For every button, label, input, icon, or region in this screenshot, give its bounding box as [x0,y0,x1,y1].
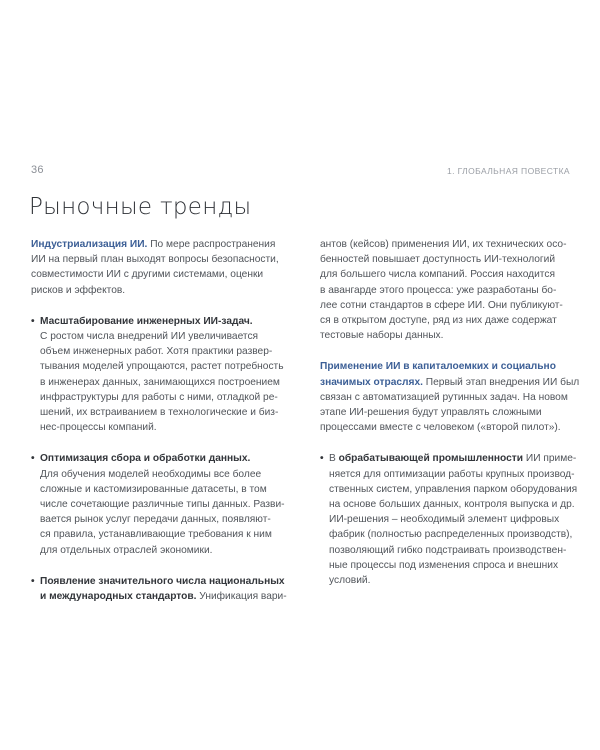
capital-line2-rest: Первый этап внедрения ИИ был [422,376,580,388]
bullet-manufacturing [320,451,578,588]
capital-line [320,375,580,390]
intro-paragraph [31,237,283,298]
right-column [320,237,580,588]
capital-lead: Применение ИИ в капиталоемких и социально [320,361,556,373]
capital-lead-cont: значимых отраслях. [320,376,423,388]
bullet-title: Масштабирование инженерных ИИ-задач. [40,315,253,327]
standards-continuation [320,237,572,343]
bullet-line2-rest: Унификация вари- [196,591,287,603]
section-label: 1. ГЛОБАЛЬНАЯ ПОВЕСТКА [446,166,570,176]
intro-line: ИИ на первый план выходят вопросы безопасности, [31,254,279,266]
bullet-line: ственных систем, управления парком оборудования [329,483,578,495]
bullet-line: позволяющий гибко подстраивать производствен- [329,544,567,556]
bullet-line: инфраструктуры для работы с ними, отладкой ре- [40,391,278,403]
bullet-line: Для обучения моделей необходимы все более [40,468,262,480]
bullet-line: объем инженерных работ. Хотя практики развер- [40,346,273,358]
bullet-line: тывания моделей упрощаются, растет потребность [40,361,284,373]
manufacturing-bold: обрабатывающей промышленности [338,453,524,465]
continuation-line: бенностей повышает доступность ИИ-технологий [320,254,556,266]
bullet-line: условий. [329,575,371,587]
capital-line: этапе ИИ-решения будут управлять сложными [320,407,542,419]
bullet-line: нес-процессы компаний. [40,422,157,434]
bullet-line: сложные и кастомизированные датасеты, в том [40,483,267,495]
bullet-line: на основе больших данных, контроля выпуска и др. [329,499,575,511]
continuation-line: антов (кейсов) применения ИИ, их технических осо- [320,239,567,250]
bullet-scaling [31,314,283,436]
bullet-line: для отдельных отраслей экономики. [40,544,213,556]
intro-line [31,237,283,252]
bullet-line: фабрик (полностью распределенных производств), [329,529,573,541]
bullet-marker: • [31,453,35,465]
page-title: Рыночные тренды [29,194,252,220]
bullet-marker: • [31,575,35,587]
bullet-line: вается рынок услуг передачи данных, появляют- [40,514,271,526]
capital-line: связан с автоматизацией рутинных задач. На новом [320,391,568,403]
intro-line1-rest: По мере распространения [147,239,276,250]
intro-lead: Индустриализация ИИ. [31,239,148,250]
bullet-line: С ростом числа внедрений ИИ увеличивается [40,331,259,343]
manufacturing-line1-rest: ИИ приме- [523,453,577,465]
bullet-line: ИИ-решения – необходимый элемент цифровых [329,514,560,526]
bullet-data-optimization [31,451,283,557]
bullet-line [40,589,287,604]
bullet-line: числе сочетающие различные типы данных. Разви- [40,499,285,511]
capital-line: процессами вместе с человеком («второй пилот»). [320,422,561,434]
bullet-line: ные процессы под изменения спроса и внешних [329,559,559,571]
intro-line: совместимости ИИ с другими системами, оценки [31,269,264,281]
capital-paragraph [320,359,580,435]
bullet-marker: • [31,315,35,327]
bullet-line: в инженерах данных, занимающихся построением [40,376,280,388]
bullet-marker: • [320,453,324,465]
continuation-line: лее сотни стандартов в сфере ИИ. Они публикуют- [320,299,563,311]
bullet-line: няется для оптимизации работы крупных производ- [329,468,575,480]
bullet-line: ся правила, устанавливающие требования к ним [40,529,272,541]
bullet-title: Появление значительного числа национальных [40,575,285,587]
manufacturing-prefix: В [329,453,339,465]
continuation-line: ся в открытом доступе, ряд из них даже содержат [320,315,557,327]
bullet-line [329,451,577,466]
page-number: 36 [31,164,44,176]
continuation-line: для большего числа компаний. Россия находится [320,269,555,281]
bullet-line: шений, их встраиванием в технологические и биз- [40,407,279,419]
bullet-standards [31,574,287,604]
bullet-title: Оптимизация сбора и обработки данных. [40,453,251,465]
left-column [31,237,287,604]
intro-line: рисков и эффектов. [31,284,126,296]
bullet-title-cont: и международных стандартов. [40,591,197,603]
continuation-line: тестовые наборы данных. [320,330,444,342]
continuation-line: в авангарде этого процесса: уже разработаны бо- [320,284,557,296]
